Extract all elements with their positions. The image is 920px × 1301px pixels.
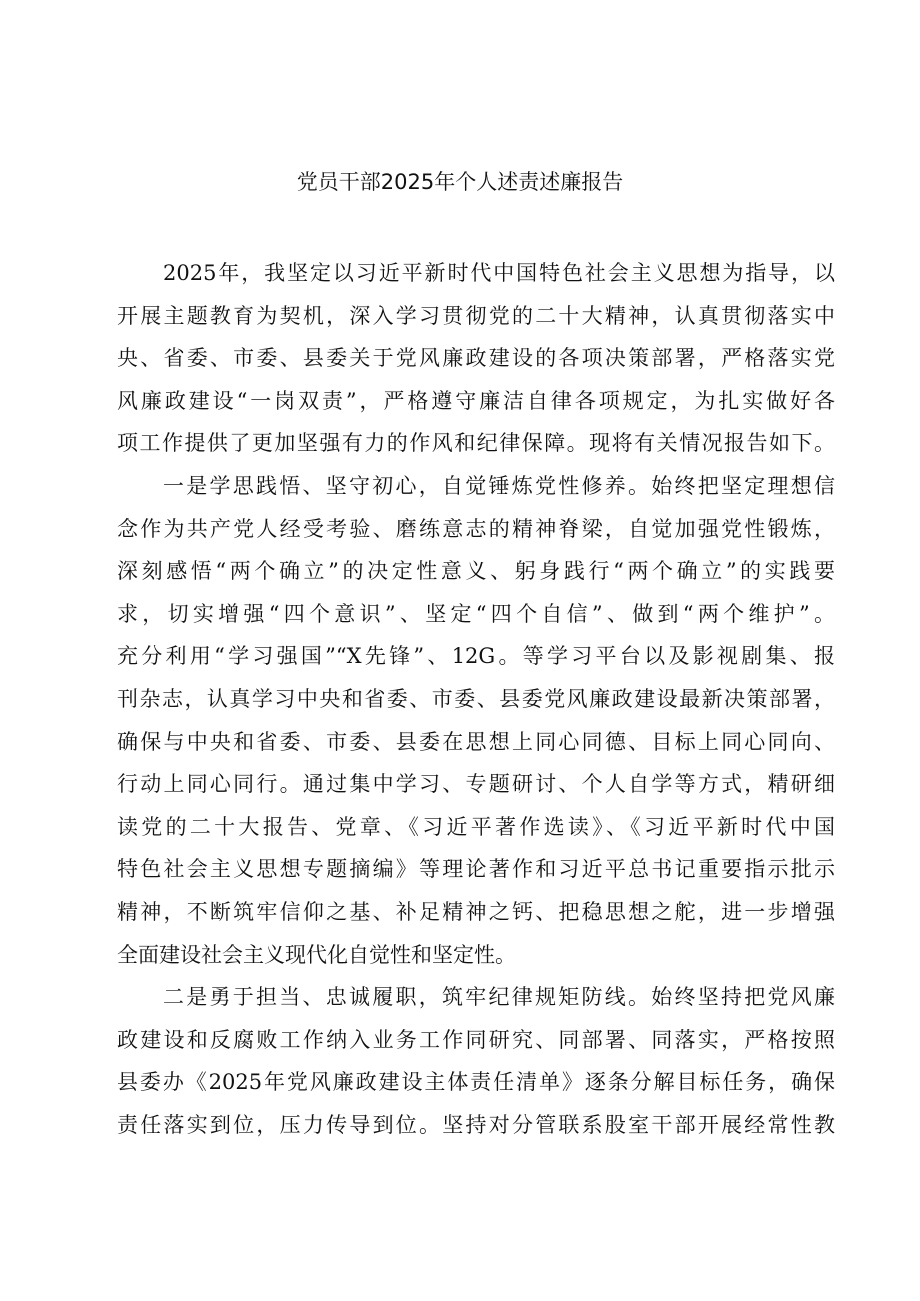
paragraph-line: 二是勇于担当、忠诚履职，筑牢纪律规矩防线。始终坚持把党风廉 <box>163 985 835 1010</box>
paragraph-line: 2025年，我坚定以习近平新时代中国特色社会主义思想为指导，以 <box>163 261 835 285</box>
paragraph-line: 央、省委、市委、县委关于党风廉政建设的各项决策部署，严格落实党 <box>117 346 835 371</box>
paragraph-line: 责任落实到位，压力传导到位。坚持对分管联系股室干部开展经常性教 <box>117 1112 835 1137</box>
paragraph-line: 一是学思践悟、坚守初心，自觉锤炼党性修养。始终把坚定理想信 <box>163 473 835 498</box>
paragraph-line: 政建设和反腐败工作纳入业务工作同研究、同部署、同落实，严格按照 <box>117 1027 835 1052</box>
paragraph-line: 刊杂志，认真学习中央和省委、市委、县委党风廉政建设最新决策部署， <box>117 686 835 711</box>
paragraph-line: 风廉政建设“一岗双责”，严格遵守廉洁自律各项规定，为扎实做好各 <box>117 388 835 413</box>
paragraph-line: 项工作提供了更加坚强有力的作风和纪律保障。现将有关情况报告如下。 <box>117 431 835 456</box>
document-body <box>117 252 835 1146</box>
paragraph-line: 精神，不断筑牢信仰之基、补足精神之钙、把稳思想之舵，进一步增强 <box>117 899 835 924</box>
paragraph-line: 念作为共产党人经受考验、磨练意志的精神脊梁，自觉加强党性锻炼， <box>117 516 835 541</box>
paragraph-line: 充分利用“学习强国”“X先锋”、12G。等学习平台以及影视剧集、报 <box>117 644 835 669</box>
paragraph-line: 开展主题教育为契机，深入学习贯彻党的二十大精神，认真贯彻落实中 <box>117 303 835 328</box>
paragraph-line: 特色社会主义思想专题摘编》等理论著作和习近平总书记重要指示批示 <box>117 857 835 882</box>
paragraph-line: 全面建设社会主义现代化自觉性和坚定性。 <box>117 942 516 967</box>
paragraph-line: 求，切实增强“四个意识”、坚定“四个自信”、做到“两个维护”。 <box>117 601 835 626</box>
paragraph-line: 读党的二十大报告、党章、《习近平著作选读》、《习近平新时代中国 <box>117 814 835 839</box>
paragraph-line: 确保与中央和省委、市委、县委在思想上同心同德、目标上同心同向、 <box>117 729 835 754</box>
paragraph-line: 深刻感悟“两个确立”的决定性意义、躬身践行“两个确立”的实践要 <box>117 559 835 584</box>
paragraph-line: 县委办《2025年党风廉政建设主体责任清单》逐条分解目标任务，确保 <box>117 1070 835 1095</box>
paragraph-line: 行动上同心同行。通过集中学习、专题研讨、个人自学等方式，精研细 <box>117 772 835 797</box>
page-title: 党员干部2025年个人述责述廉报告 <box>296 170 624 194</box>
